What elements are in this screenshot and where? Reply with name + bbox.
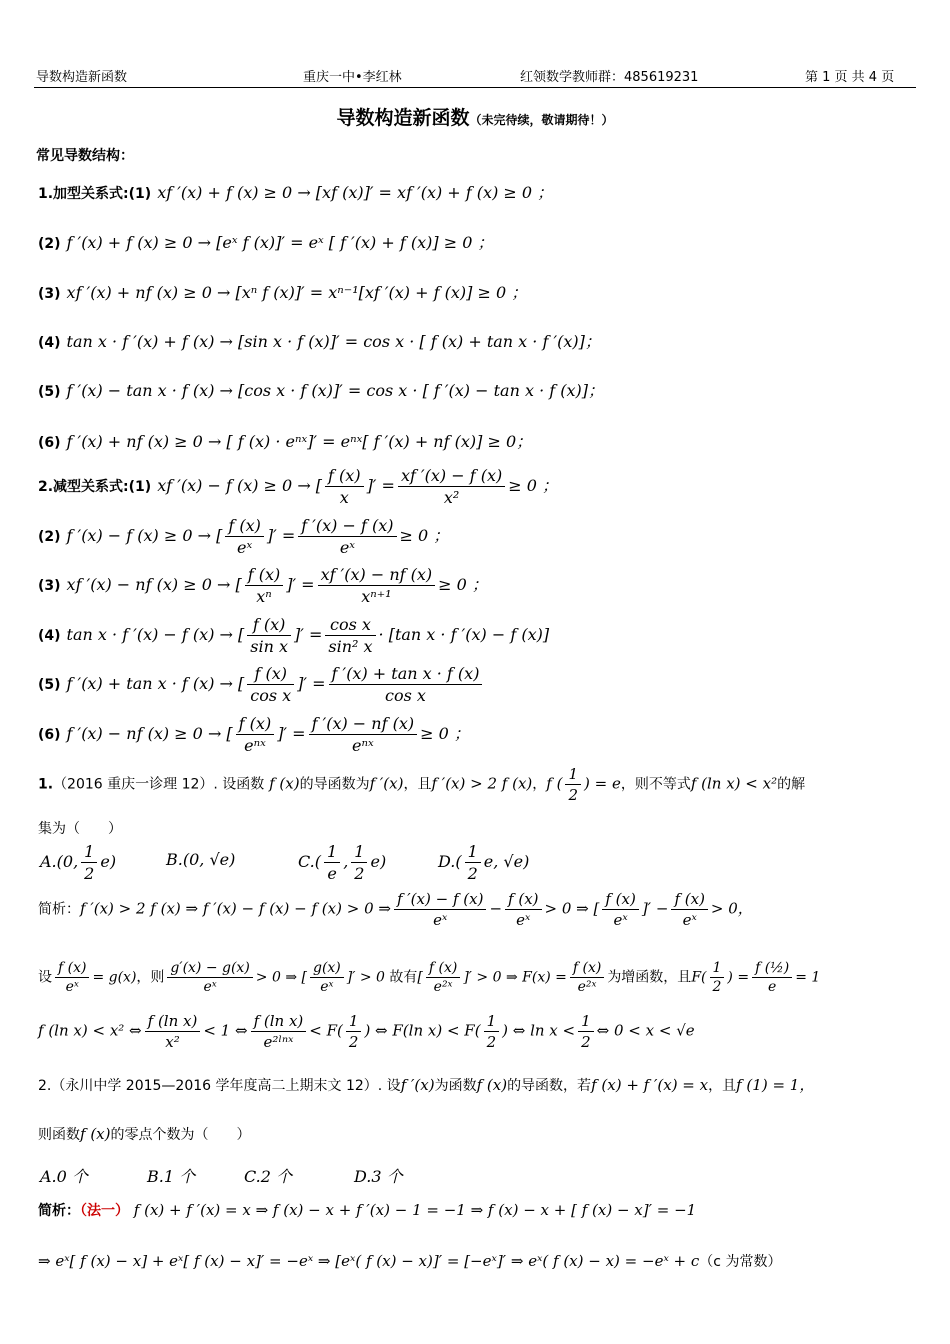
question-1-stem-line-2: [38, 818, 122, 838]
question-2-solution-line-2: [38, 1251, 781, 1271]
numerator: 1: [565, 765, 581, 785]
formula-part: < 1 ⇔: [203, 1021, 248, 1040]
formula-part: · [tan x · f ′(x) − f (x)]: [378, 625, 550, 644]
numerator: 1: [578, 1012, 594, 1032]
denominator: eˣ: [433, 911, 448, 929]
formula: f ′(x) − tan x · f (x) → [cos x · f (x)]′ = cos x · [ f ′(x) − tan x · f (x)]；: [66, 381, 605, 400]
formula-part: ]′ > 0: [346, 969, 385, 986]
denominator: xⁿ⁺¹: [361, 587, 392, 606]
numerator: cos x: [325, 615, 375, 636]
numerator: f ′(x) − nf (x): [309, 714, 418, 735]
sub-type-line-6: [38, 714, 470, 755]
item-label: (6): [38, 435, 61, 451]
denominator: 2: [354, 864, 365, 883]
formula-part: ]′ > 0 ⇒ F(x) =: [463, 969, 567, 986]
item-label: (5): [38, 384, 61, 400]
stem-text: （2016 重庆一诊理 12）. 设函数: [53, 776, 265, 793]
numerator: f (x): [225, 516, 264, 537]
formula-part: tan x · f ′(x) − f (x) → [: [66, 625, 245, 644]
option-d[interactable]: [438, 842, 529, 883]
denominator: eˣ: [339, 538, 355, 557]
sub-type-line-5: [38, 664, 485, 705]
question-number: 1.: [38, 776, 54, 793]
solution-text: ，则: [136, 969, 165, 986]
formula-part: ]′ =: [297, 674, 326, 693]
denominator: 2: [348, 1033, 359, 1051]
denominator: 2: [581, 1033, 591, 1051]
fraction: [570, 960, 604, 995]
question-2-stem-line-2: [38, 1124, 250, 1144]
math: f (1) = 1，: [736, 1076, 815, 1094]
formula: f ′(x) + nf (x) ≥ 0 → [ f (x) · eⁿˣ]′ = eⁿˣ[ f ′(x) + nf (x)] ≥ 0；: [66, 432, 533, 451]
numerator: f (x): [55, 960, 89, 978]
numerator: f (x): [247, 615, 291, 636]
math: f ′(x): [400, 1076, 435, 1094]
option-b[interactable]: B.(0, √e): [166, 850, 236, 869]
denominator: sin x: [250, 637, 288, 656]
fraction: [671, 890, 707, 929]
denominator: e²ˣ: [433, 979, 453, 995]
denominator: x²: [443, 488, 460, 507]
numerator: f (x): [426, 960, 460, 978]
formula: tan x · f ′(x) + f (x) → [sin x · f (x)]′ = cos x · [ f (x) + tan x · f ′(x)]；: [66, 332, 601, 351]
denominator: e: [327, 864, 337, 883]
add-type-line-1: [38, 180, 553, 203]
header-rule: [34, 87, 916, 88]
sub-type-line-4: [38, 615, 549, 656]
fraction: [247, 664, 294, 705]
fraction: [225, 516, 264, 557]
section-heading: 常见导数结构：: [36, 148, 134, 164]
option-text: C.(: [298, 852, 321, 871]
option-c[interactable]: C.2 个: [244, 1167, 293, 1186]
formula-part: > 0 ⇒ [: [544, 899, 600, 918]
formula-part: xf ′(x) − f (x) ≥ 0 → [: [157, 476, 323, 495]
denominator: eˣ: [613, 911, 628, 929]
fraction: [465, 842, 481, 883]
denominator: 2: [84, 864, 95, 883]
denominator: 2: [467, 864, 478, 883]
formula-part: ⇔ 0 < x < √e: [596, 1021, 695, 1040]
formula-part: ) =: [727, 969, 750, 986]
denominator: 2: [486, 1033, 497, 1051]
header-doc-title: 导数构造新函数: [36, 70, 128, 85]
option-text: D.(: [438, 852, 462, 871]
numerator: f (x): [602, 890, 638, 910]
numerator: f (x): [236, 714, 275, 735]
fraction: [245, 565, 284, 606]
formula: ⇒ eˣ[ f (x) − x] + eˣ[ f (x) − x]′ = −eˣ ⇒ [eˣ( f (x) − x)]′ = [−eˣ]′ ⇒ eˣ( f (x) − x) = −eˣ + c: [38, 1252, 700, 1270]
fraction: [247, 615, 291, 656]
numerator: f (x): [570, 960, 604, 978]
formula-part: f ′(x) − nf (x) ≥ 0 → [: [66, 724, 233, 743]
math: f ′(x): [369, 774, 404, 793]
fraction: [578, 1012, 594, 1051]
numerator: f ′(x) − f (x): [394, 890, 486, 910]
formula-part: ≥ 0 ；: [420, 724, 470, 743]
fraction: [325, 615, 375, 656]
solution-label: 简析：: [38, 901, 80, 918]
numerator: g′(x) − g(x): [167, 960, 252, 978]
formula-part: ]′ =: [366, 476, 395, 495]
denominator: eˣ: [203, 979, 217, 995]
fraction: [81, 842, 97, 883]
formula-part: f ′(x) + tan x · f (x) → [: [66, 674, 245, 693]
denominator: sin² x: [328, 637, 373, 656]
formula-part: ]′ =: [277, 724, 306, 743]
stem-text: ，: [532, 776, 547, 793]
solution-text: （c 为常数）: [699, 1254, 782, 1270]
numerator: f (x): [245, 565, 284, 586]
numerator: 1: [81, 842, 97, 863]
add-type-line-3: [38, 280, 527, 303]
title-note: （未完待续，敬请期待！）: [469, 113, 614, 127]
item-label: (4): [38, 628, 61, 644]
formula-part: ]′ =: [286, 575, 315, 594]
numerator: f ′(x) + tan x · f (x): [329, 664, 483, 685]
formula-part: ≥ 0 ；: [438, 575, 488, 594]
add-type-line-2: [38, 230, 493, 253]
math: f (x) + f ′(x) = x: [591, 1076, 709, 1094]
stem-text: 集为（ ）: [38, 821, 122, 837]
denominator: xⁿ: [256, 587, 272, 606]
solution-label: 简析：: [38, 1203, 80, 1219]
denominator: 2: [712, 979, 722, 995]
formula-part: f (ln x) < x² ⇔: [38, 1021, 142, 1040]
fraction: [565, 765, 581, 804]
numerator: g(x): [310, 960, 344, 978]
item-label: (6): [38, 727, 61, 743]
item-label: (4): [38, 335, 61, 351]
fraction: [426, 960, 460, 995]
header-page-number: 第 1 页 共 4 页: [805, 70, 895, 85]
formula: f (x) + f ′(x) = x ⇒ f (x) − x + f ′(x) − 1 = −1 ⇒ f (x) − x + [ f (x) − x]′ = −1: [133, 1201, 697, 1219]
stem-text: 则函数: [38, 1127, 80, 1143]
denominator: eⁿˣ: [352, 736, 374, 755]
fraction: [346, 1012, 362, 1051]
numerator: f ′(x) − f (x): [298, 516, 396, 537]
denominator: eˣ: [320, 979, 334, 995]
fraction: [318, 565, 436, 606]
numerator: 1: [346, 1012, 362, 1032]
denominator: cos x: [250, 686, 292, 705]
formula-part: ]′ −: [641, 899, 669, 918]
stem-text: 的解: [777, 776, 806, 793]
stem-text: 的导函数，若: [507, 1078, 592, 1094]
add-type-line-4: [38, 329, 601, 352]
numerator: f (x): [247, 664, 294, 685]
numerator: f (x): [671, 890, 707, 910]
fraction: [324, 842, 340, 883]
option-text: e): [370, 852, 387, 871]
solution-text: 为增函数，且: [607, 969, 692, 986]
fraction: [398, 466, 505, 507]
header-author: 重庆一中•李红林: [303, 70, 402, 85]
item-label: (2): [38, 529, 61, 545]
fraction: [505, 890, 541, 929]
fraction: [752, 960, 792, 995]
item-label: (2): [38, 236, 61, 252]
denominator: eˣ: [516, 911, 531, 929]
denominator: e: [767, 979, 777, 995]
header-group: 红领数学教师群：485619231: [520, 70, 699, 85]
sub-type-line-3: [38, 565, 488, 606]
numerator: f (ln x): [145, 1012, 201, 1032]
formula-part: = 1: [795, 969, 821, 986]
formula-part: ) ⇔ ln x <: [502, 1021, 576, 1040]
fraction: [329, 664, 483, 705]
question-1-stem: [38, 765, 805, 804]
numerator: f (x): [325, 466, 364, 487]
fraction: [351, 842, 367, 883]
sub-type-line-2: [38, 516, 449, 557]
numerator: xf ′(x) − f (x): [398, 466, 505, 487]
fraction: [167, 960, 252, 995]
fraction: [55, 960, 89, 995]
math: f (x): [80, 1125, 111, 1143]
numerator: f (ln x): [251, 1012, 307, 1032]
denominator: eˣ: [65, 979, 79, 995]
math: f (: [546, 774, 563, 793]
page-title: [0, 103, 950, 130]
item-label: (5): [38, 677, 61, 693]
stem-text: 的零点个数为（ ）: [110, 1127, 251, 1143]
denominator: e²ˡⁿˣ: [263, 1033, 294, 1051]
option-text: ,: [343, 852, 349, 871]
method-label: （法一）: [80, 1203, 129, 1219]
item-label: (3): [38, 578, 61, 594]
title-main: 导数构造新函数: [336, 107, 470, 129]
sub-type-line-1: [38, 466, 558, 507]
option-d[interactable]: D.3 个: [354, 1167, 403, 1186]
item-label: (3): [38, 286, 61, 302]
fraction: [394, 890, 486, 929]
formula-part: [: [417, 969, 423, 986]
formula-part: f ′(x) − f (x) ≥ 0 → [: [66, 526, 223, 545]
formula: xf ′(x) + f (x) ≥ 0 → [xf (x)]′ = xf ′(x) + f (x) ≥ 0 ；: [157, 183, 554, 202]
formula-part: xf ′(x) − nf (x) ≥ 0 → [: [66, 575, 242, 594]
fraction: [309, 714, 418, 755]
formula-part: > 0，: [710, 899, 753, 918]
question-2-stem: [38, 1074, 814, 1095]
stem-text: 2.（永川中学 2015—2016 学年度高二上期末文 12）. 设: [38, 1078, 401, 1094]
formula-part: f ′(x) > 2 f (x) ⇒ f ′(x) − f (x) − f (x) > 0 ⇒: [80, 899, 391, 918]
fraction: [710, 960, 725, 995]
formula: xf ′(x) + nf (x) ≥ 0 → [xⁿ f (x)]′ = xⁿ⁻¹[xf ′(x) + f (x)] ≥ 0 ；: [66, 283, 528, 302]
math: f (x): [476, 1076, 508, 1094]
stem-text: ，且: [403, 776, 432, 793]
question-1-solution-line-3: [38, 1012, 695, 1051]
fraction: [484, 1012, 500, 1051]
denominator: x: [339, 488, 349, 507]
fraction: [602, 890, 638, 929]
numerator: xf ′(x) − nf (x): [318, 565, 436, 586]
question-1-solution-line-1: [38, 890, 753, 929]
solution-text: 设: [38, 969, 52, 986]
formula-part: = g(x): [92, 969, 137, 986]
numerator: 1: [484, 1012, 500, 1032]
solution-text: 故有: [389, 969, 418, 986]
stem-text: ，且: [708, 1078, 737, 1094]
formula-part: ) ⇔ F(ln x) < F(: [364, 1021, 481, 1040]
option-text: e): [100, 852, 117, 871]
formula: f ′(x) + f (x) ≥ 0 → [eˣ f (x)]′ = eˣ [ f ′(x) + f (x)] ≥ 0 ；: [66, 233, 494, 252]
fraction: [145, 1012, 201, 1051]
option-a[interactable]: [40, 842, 116, 883]
denominator: eˣ: [682, 911, 697, 929]
formula-part: −: [489, 899, 503, 918]
add-type-line-5: [38, 378, 604, 401]
math: f (ln x) < x²: [690, 774, 778, 793]
math: f (x): [269, 774, 300, 793]
option-text: A.(0,: [40, 852, 79, 871]
denominator: x²: [165, 1033, 180, 1051]
math: ) = e: [583, 774, 621, 793]
question-1-solution-line-2: [38, 960, 820, 995]
option-text: e, √e): [483, 852, 530, 871]
numerator: 1: [465, 842, 481, 863]
denominator: eⁿˣ: [244, 736, 266, 755]
formula-part: < F(: [309, 1021, 343, 1040]
add-type-line-6: [38, 429, 532, 452]
fraction: [310, 960, 344, 995]
add-type-label: 1.加型关系式:(1): [38, 186, 152, 202]
formula-part: ≥ 0 ；: [399, 526, 450, 545]
sub-type-label: 2.减型关系式:(1): [38, 479, 152, 495]
numerator: 1: [351, 842, 367, 863]
numerator: f (x): [505, 890, 541, 910]
formula-part: ]′ =: [294, 625, 323, 644]
option-b[interactable]: B.1 个: [147, 1167, 196, 1186]
numerator: 1: [710, 960, 725, 978]
fraction: [251, 1012, 307, 1051]
formula-part: ]′ =: [266, 526, 296, 545]
denominator: e²ˣ: [577, 979, 597, 995]
formula-part: > 0 ⇒ [: [255, 969, 307, 986]
denominator: 2: [568, 786, 578, 804]
option-c[interactable]: [298, 842, 386, 883]
math: f ′(x) > 2 f (x): [431, 774, 533, 793]
formula-part: ≥ 0 ；: [508, 476, 558, 495]
stem-text: 的导函数为: [299, 776, 370, 793]
formula-part: F(: [691, 969, 707, 986]
denominator: eˣ: [237, 538, 253, 557]
stem-text: 为函数: [434, 1078, 477, 1094]
fraction: [298, 516, 396, 557]
fraction: [236, 714, 275, 755]
numerator: 1: [324, 842, 340, 863]
question-2-solution-line-1: [38, 1200, 696, 1220]
stem-text: ，则不等式: [620, 776, 691, 793]
option-a[interactable]: A.0 个: [40, 1167, 88, 1186]
numerator: f (½): [752, 960, 792, 978]
fraction: [325, 466, 364, 507]
denominator: cos x: [385, 686, 426, 705]
